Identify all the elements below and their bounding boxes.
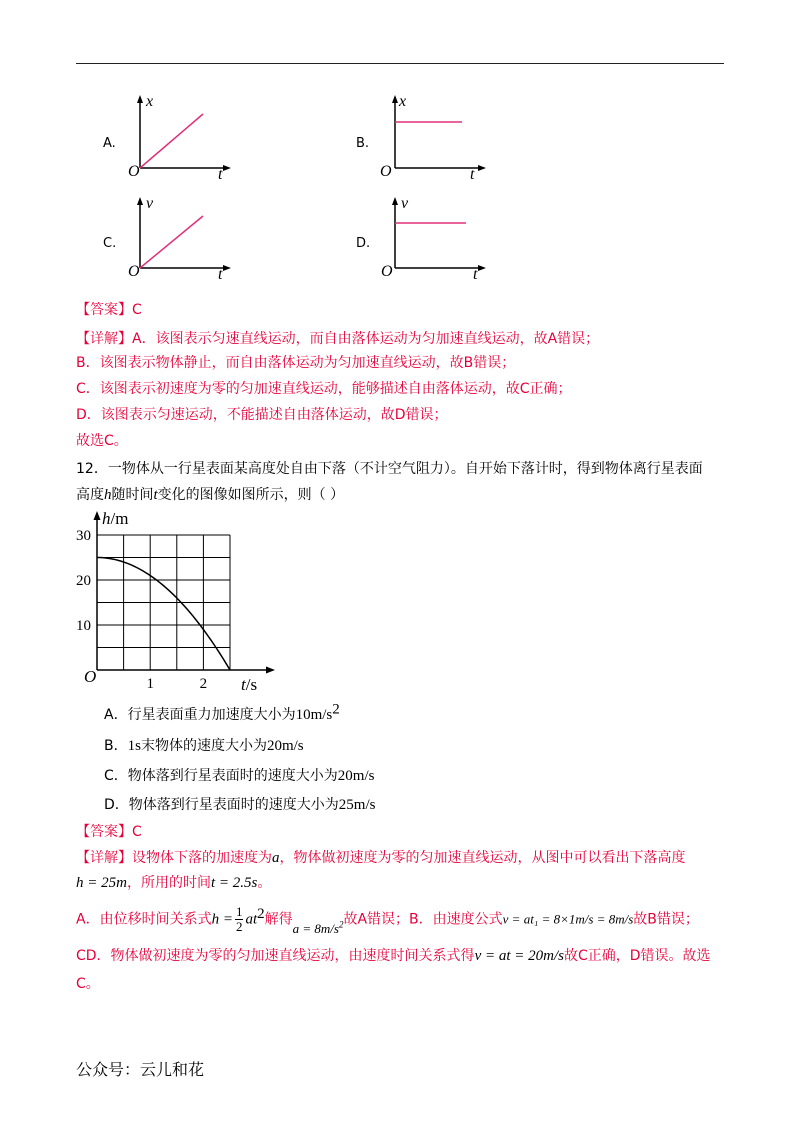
q11-answer: 【答案】C [76, 302, 142, 318]
q12-ylabel: h/m [102, 509, 129, 528]
option-b-ylabel: x [399, 93, 407, 110]
option-d-letter: D. [356, 236, 371, 251]
q11-detail-line-2: B．该图表示物体静止，而自由落体运动为匀加速直线运动，故B错误； [76, 355, 516, 371]
option-b-origin: O [380, 163, 392, 180]
header-rule [76, 63, 724, 64]
q12-graph [70, 505, 280, 700]
option-c-xlabel: t [218, 266, 223, 283]
q12-option-b: B．1s末物体的速度大小为20m/s [104, 738, 304, 754]
option-a-origin: O [128, 163, 140, 180]
q11-detail-line-3: C．该图表示初速度为零的匀加速直线运动，能够描述自由落体运动，故C正确； [76, 381, 572, 397]
x-tick-label: 2 [199, 676, 208, 692]
h-t-curve [97, 558, 230, 671]
q12-option-a: A．行星表面重力加速度大小为$10m/s^2$ [104, 701, 340, 723]
option-d-ylabel: v [401, 195, 409, 212]
option-c-origin: O [128, 263, 140, 280]
q12-detail-line-4: CD．物体做初速度为零的匀加速直线运动，由速度时间关系式得v = at = 20m/s故C正确，D错误。故选 [76, 948, 711, 964]
option-a-letter: A. [103, 136, 116, 151]
option-d-xlabel: t [473, 266, 478, 283]
q12-origin: O [84, 667, 97, 686]
option-b-xlabel: t [470, 166, 475, 183]
y-tick-label: 10 [76, 618, 91, 634]
option-b-letter: B. [356, 136, 370, 151]
q12-stem-line-2: 高度h随时间t变化的图像如图所示，则（ ） [76, 487, 345, 503]
q12-detail-line-1: 【详解】设物体下落的加速度为a，物体做初速度为零的匀加速直线运动，从图中可以看出下落高度 [76, 850, 686, 866]
option-a-line [140, 114, 203, 168]
q12-xlabel: t/s [241, 675, 258, 694]
q11-detail-line-4: D．该图表示匀速运动，不能描述自由落体运动，故D错误； [76, 407, 448, 423]
x-tick-label: 1 [146, 676, 154, 692]
q12-detail-line-2: h = 25m，所用的时间t = 2.5s。 [76, 875, 272, 891]
option-d-origin: O [381, 263, 393, 280]
q11-detail-line-1: 【详解】A．该图表示匀速直线运动，而自由落体运动为匀加速直线运动，故A错误； [76, 331, 600, 347]
option-c-letter: C. [103, 236, 117, 251]
option-a-xlabel: t [218, 166, 223, 183]
y-tick-label: 30 [76, 528, 91, 544]
q12-detail-line-3: A．由位移时间关系式h = $\frac{1}{2}$ $at^2$解得$a = 8m/s^2$故A错误；B．由速度公式v = at₁ = 8×1m/s = 8m/s故B错误； [76, 904, 699, 936]
q12-option-c: C．物体落到行星表面时的速度大小为20m/s [104, 768, 375, 784]
option-a-ylabel: x [146, 93, 154, 110]
option-c-line [140, 216, 203, 268]
option-c-ylabel: v [146, 195, 154, 212]
y-axis-arrow [94, 511, 101, 520]
q12-answer: 【答案】C [76, 824, 142, 840]
q11-detail-line-5: 故选C。 [76, 433, 128, 449]
q12-detail-line-5: C。 [76, 976, 100, 992]
x-axis-arrow [266, 667, 275, 674]
footer-account: 公众号：云儿和花 [76, 1060, 205, 1079]
q12-stem-line-1: 12．一物体从一行星表面某高度处自由下落（不计空气阻力）。自开始下落计时，得到物体离行星表面 [76, 461, 703, 477]
q12-option-d: D．物体落到行星表面时的速度大小为25m/s [104, 797, 376, 813]
y-tick-label: 20 [76, 573, 91, 589]
